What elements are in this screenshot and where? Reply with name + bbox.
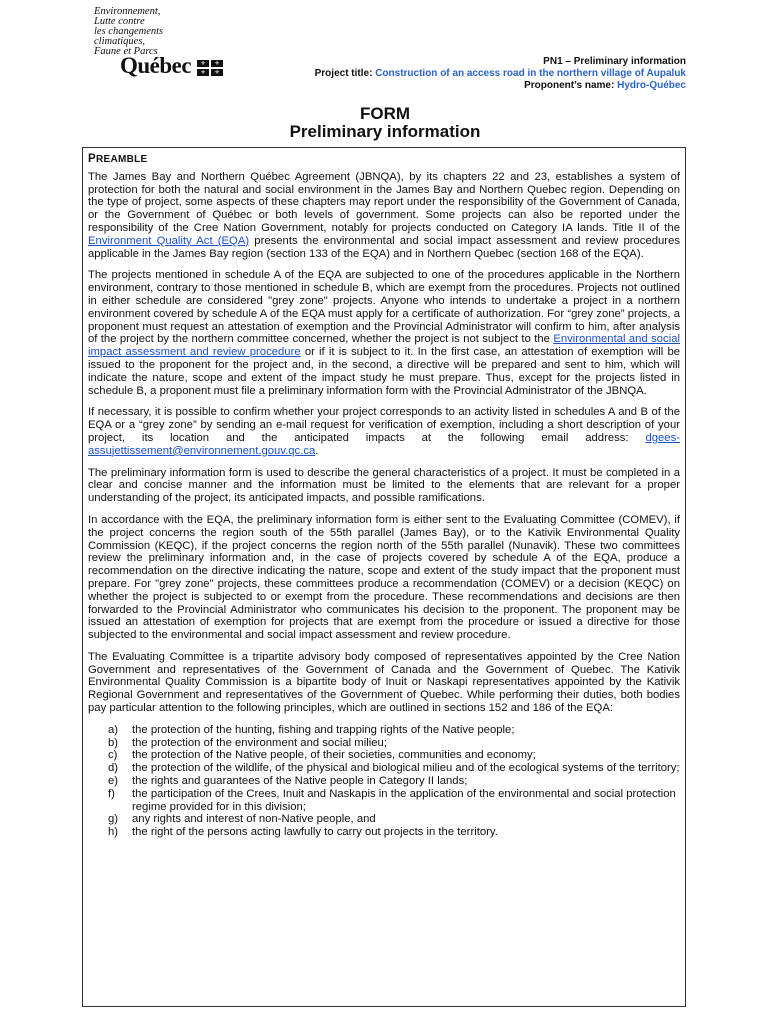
list-item [108, 826, 680, 839]
proponent-name-value: Hydro-Québec [617, 80, 686, 91]
ministry-name-line: climatiques, [94, 36, 146, 47]
project-title-line [315, 68, 686, 80]
preamble-paragraph: The Evaluating Committee is a tripartite advisory body composed of representatives appointed by the Cree Nation Government and representatives of the Government of Canada and the Government of Quebec. The Kativik Environmental Quality Commission is a bipartite body of Inuit or Naskapi representatives appointed by the Kativik Regional Government and representatives of the Government of Quebec. While performing their duties, both bodies pay particular attention to the following principles, which are outlined in sections 152 and 186 of the EQA: [88, 650, 680, 715]
preamble-heading-initial: P [88, 153, 96, 165]
paragraph-text: or if it is subject to it. In the first case, an attestation of exemption will be issued to the proponent for the project and, in the second, a directive will be prepared and sent to him, which will indicate the nature, scope and extent of the impact study he must prepare. Thus, except for the projects listed in schedule B, a proponent must file a preliminary information form with the Provincial Administrator of the JBNQA. [88, 346, 681, 397]
paragraph-text: presents the environmental and social impact assessment and review procedures applicable in the James Bay region (section 133 of the EQA) and in Northern Quebec (section 168 of the EQA). [88, 234, 680, 260]
proponent-line [315, 80, 686, 92]
list-item-text: the protection of the environment and social milieu; [132, 736, 387, 749]
preamble-heading-rest: REAMBLE [95, 154, 148, 165]
list-item [108, 788, 680, 814]
preamble-paragraph [88, 171, 680, 261]
ministry-name-line: Faune et Parcs [94, 46, 158, 57]
preamble-heading [88, 153, 680, 167]
paragraph-text: If necessary, it is possible to confirm whether your project corresponds to an activity listed in schedules A and B of the EQA or a “grey zone” by sending an e-mail request for verification of exemption, including a short description of your project, its location and the anticipated impacts at the following email address: [88, 406, 680, 444]
list-marker: c) [108, 749, 118, 762]
list-marker: g) [108, 813, 119, 826]
preamble-paragraph [88, 406, 680, 457]
list-marker: e) [108, 775, 119, 788]
paragraph-text: . [315, 444, 319, 457]
ministry-name-line: Lutte contre [94, 16, 145, 27]
ministry-logo [94, 7, 254, 79]
form-subtitle: Preliminary information [289, 122, 481, 141]
paragraph-text: The James Bay and Northern Québec Agreement (JBNQA), by its chapters 22 and 23, establishes a system of protection for both the natural and social environment in the James Bay and Northern Quebec region. Depending on the type of project, some aspects of these chapters may report under the responsibility of the Government of Canada, or the Government of Québec or both levels of government. Some projects can also be reported under the responsibility of the Cree Nation Government, notably for projects conducted on Category IA lands. Title II of the [88, 170, 680, 234]
list-item [108, 775, 680, 788]
eqa-link[interactable]: Environment Quality Act (EQA) [88, 234, 250, 247]
list-marker: d) [108, 762, 119, 775]
list-item [108, 737, 680, 750]
preamble-paragraph: The preliminary information form is used to describe the general characteristics of a project. It must be completed in a clear and concise manner and the information must be limited to the elements that are relevant for a proper understanding of the project, its anticipated impacts, and possible ramifications. [88, 466, 680, 505]
project-title-label: Project title: [314, 68, 376, 79]
list-marker: b) [108, 736, 119, 749]
principles-list [88, 724, 680, 839]
list-marker: h) [108, 826, 119, 839]
quebec-wordmark: Québec [120, 53, 192, 78]
list-item-text: the participation of the Crees, Inuit and Naskapis in the application of the environmental and social protection regime provided for in this division; [132, 787, 676, 813]
ministry-name-line: les changements [94, 26, 164, 37]
list-marker: f) [108, 787, 115, 800]
list-item-text: any rights and interest of non-Native people, and [132, 813, 376, 826]
fleurdelise-flag-icon: ⚜ ⚜ ⚜ ⚜ [197, 60, 223, 76]
list-item-text: the rights and guarantees of the Native people in Category II lands; [132, 775, 468, 788]
list-item-text: the protection of the hunting, fishing and trapping rights of the Native people; [132, 723, 515, 736]
form-header-info [315, 56, 686, 92]
ministry-name-line: Environnement, [94, 6, 161, 17]
list-item-text: the right of the persons acting lawfully to carry out projects in the territory. [132, 826, 498, 839]
list-item [108, 762, 680, 775]
paragraph-text: The projects mentioned in schedule A of the EQA are subjected to one of the procedures applicable in the Northern environment, contrary to those mentioned in schedule B, which are exempt from the procedures. Projects not outlined in either schedule are considered "grey zone" projects. Anyone who intends to undertake a project in a northern environment covered by schedule A of the EQA must apply for a certificate of authorization. For “grey zone” projects, a proponent must request an attestation of exemption and the Provincial Administrator will confirm to him, after analysis of the project by the northern committee concerned, whether the project is not subject to the [88, 269, 680, 346]
ministry-name [94, 7, 254, 57]
verification-email-link[interactable]: dgees-assujettissement@environnement.gouv.qc.ca [88, 431, 680, 457]
assessment-procedure-link[interactable]: Environmental and social impact assessment and review procedure [88, 333, 681, 359]
list-item-text: the protection of the Native people, of their societies, communities and economy; [132, 749, 536, 762]
preamble-content [88, 153, 680, 839]
list-item [108, 813, 680, 826]
form-title: FORM [359, 104, 411, 123]
list-item [108, 724, 680, 737]
list-item-text: the protection of the wildlife, of the physical and biological milieu and of the ecological systems of the territory; [132, 762, 680, 775]
preamble-paragraph [88, 269, 680, 397]
preamble-paragraph: In accordance with the EQA, the preliminary information form is either sent to the Evaluating Committee (COMEV), if the project concerns the region south of the 55th parallel (James Bay), or to the Kativik Environmental Quality Commission (KEQC), if the project concerns the region north of the 55th parallel (Nunavik). These two committees review the preliminary information and, in the case of projects covered by schedule A of the EQA, produce a recommendation on the directive indicating the nature, scope and extent of the study impact that the proponent must prepare. For "grey zone" projects, these committees produce a recommendation (COMEV) or a decision (KEQC) on whether the project is subjected to or exempt from the procedure. These recommendations and decisions are then forwarded to the Provincial Administrator who communicates his decision to the proponent. The proponent may be issued an attestation of exemption for projects that are exempt from the procedure or issued a directive for those subjected to the environmental and social impact assessment and review procedure. [88, 513, 680, 642]
proponent-label: Proponent’s name: [524, 80, 618, 91]
project-title-value: Construction of an access road in the northern village of Aupaluk [375, 68, 686, 79]
preamble-box [82, 147, 686, 1007]
quebec-brand [120, 53, 223, 79]
list-item [108, 749, 680, 762]
list-marker: a) [108, 723, 119, 736]
form-id: PN1 – Preliminary information [543, 56, 686, 67]
